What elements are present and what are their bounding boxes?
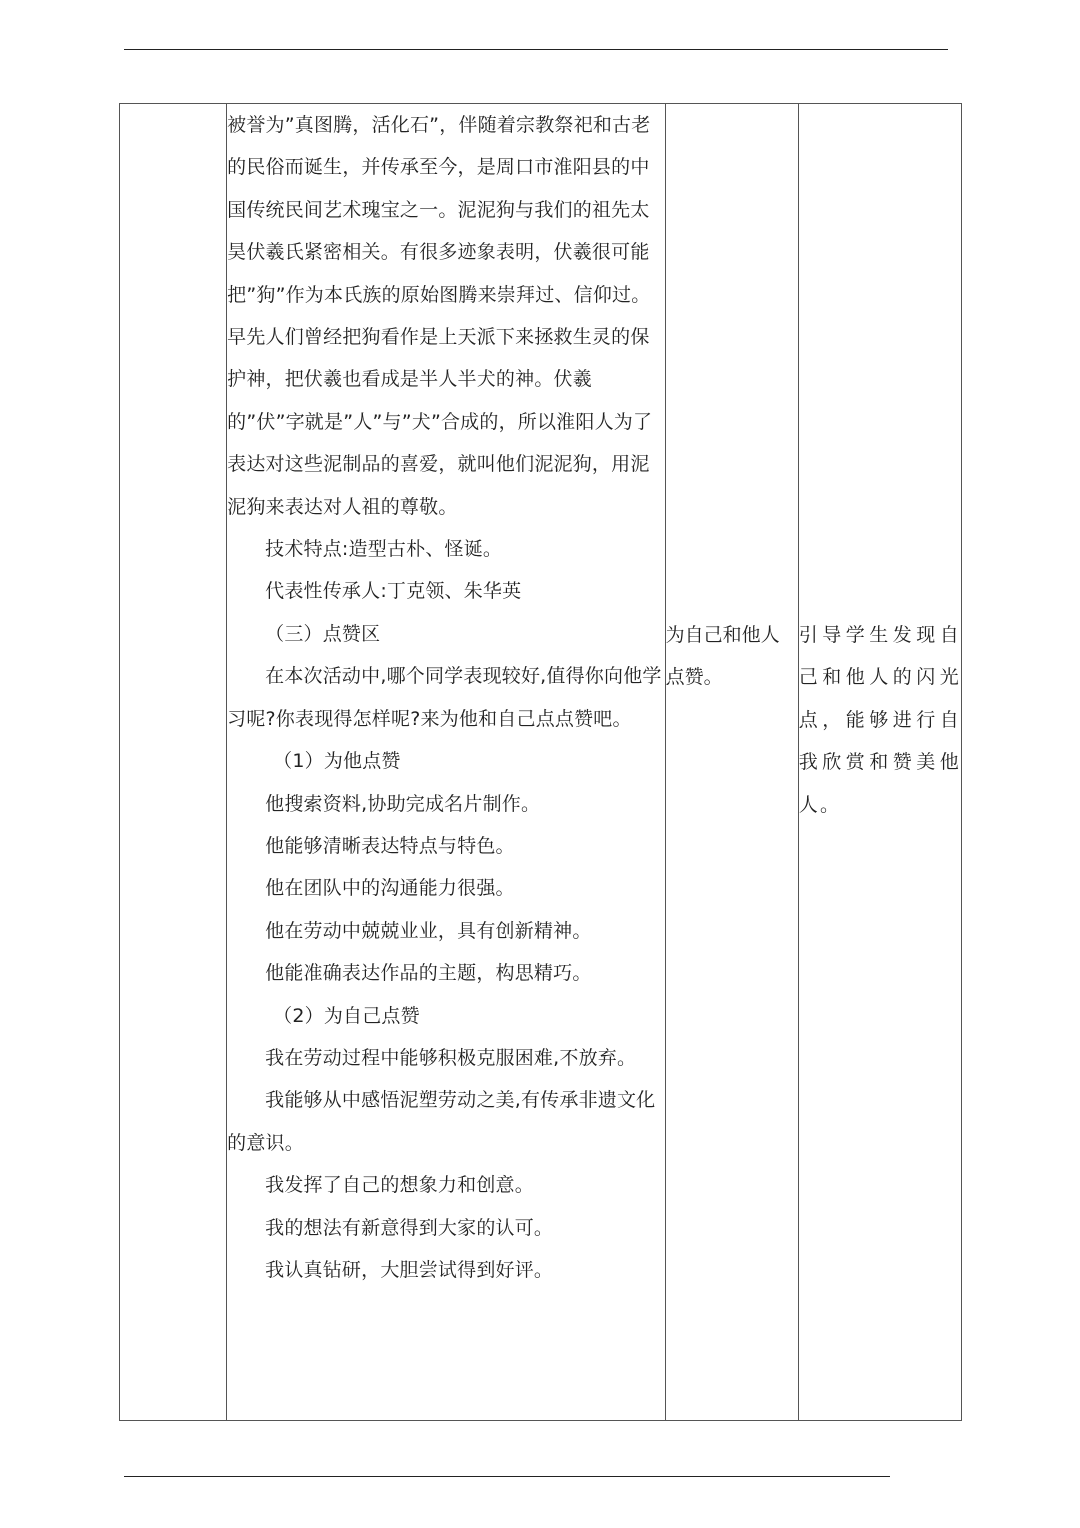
footer-rule bbox=[124, 1476, 890, 1477]
teaching-content-cell bbox=[227, 104, 666, 1421]
praise-other-item: 他能够清晰表达特点与特色。 bbox=[265, 834, 515, 857]
empty-cell bbox=[120, 104, 227, 1421]
praise-self-item: 我发挥了自己的想象力和创意。 bbox=[265, 1174, 534, 1197]
praise-other-item: 他在团队中的沟通能力很强。 bbox=[265, 877, 515, 900]
subheading-praise-others: （1）为他点赞 bbox=[273, 750, 401, 773]
clay-dog-intro: 被誉为”真图腾，活化石”，伴随着宗教祭祀和古老的民俗而诞生，并传承至今，是周口市淮阳县的中国传统民间艺术瑰宝之一。泥泥狗与我们的祖先太昊伏羲氏紧密相关。有很多迹象表明，伏羲很可能把”狗”作为本氏族的原始图腾来崇拜过、信仰过。早先人们曾经把狗看作是上天派下来拯救生灵的保护神，把伏羲也看成是半人半犬的神。伏羲的”伏”字就是”人”与”犬”合成的，所以淮阳人为了表达对这些泥制品的喜爱，就叫他们泥泥狗，用泥泥狗来表达对人祖的尊敬。 bbox=[227, 114, 653, 518]
praise-other-item: 他能准确表达作品的主题，构思精巧。 bbox=[265, 962, 592, 985]
design-intent-cell bbox=[798, 104, 961, 1421]
student-activity-cell bbox=[665, 104, 798, 1421]
praise-zone-prompt: 在本次活动中,哪个同学表现较好,值得你向他学习呢?你表现得怎样呢?来为他和自己点点赞吧。 bbox=[227, 665, 662, 730]
praise-self-item: 我在劳动过程中能够积极克服困难,不放弃。 bbox=[265, 1046, 637, 1069]
praise-other-item: 他搜索资料,协助完成名片制作。 bbox=[265, 792, 541, 815]
representative-inheritors: 代表性传承人:丁克领、朱华英 bbox=[265, 580, 522, 603]
design-intent-text: 引导学生发现自己和他人的闪光点，能够进行自我欣赏和赞美他人。 bbox=[798, 624, 961, 816]
technical-features: 技术特点:造型古朴、怪诞。 bbox=[265, 538, 503, 561]
lesson-plan-table bbox=[119, 103, 962, 1421]
praise-self-item: 我认真钻研，大胆尝试得到好评。 bbox=[265, 1258, 554, 1281]
section-heading-praise-zone: （三）点赞区 bbox=[265, 622, 381, 645]
subheading-praise-self: （2）为自己点赞 bbox=[273, 1004, 420, 1027]
praise-self-item: 我能够从中感悟泥塑劳动之美,有传承非遗文化的意识。 bbox=[227, 1089, 656, 1154]
table-row bbox=[120, 104, 962, 1421]
praise-self-item: 我的想法有新意得到大家的认可。 bbox=[265, 1216, 554, 1239]
student-activity-text: 为自己和他人点赞。 bbox=[665, 624, 780, 689]
praise-other-item: 他在劳动中兢兢业业，具有创新精神。 bbox=[265, 919, 592, 942]
header-rule bbox=[124, 49, 948, 50]
